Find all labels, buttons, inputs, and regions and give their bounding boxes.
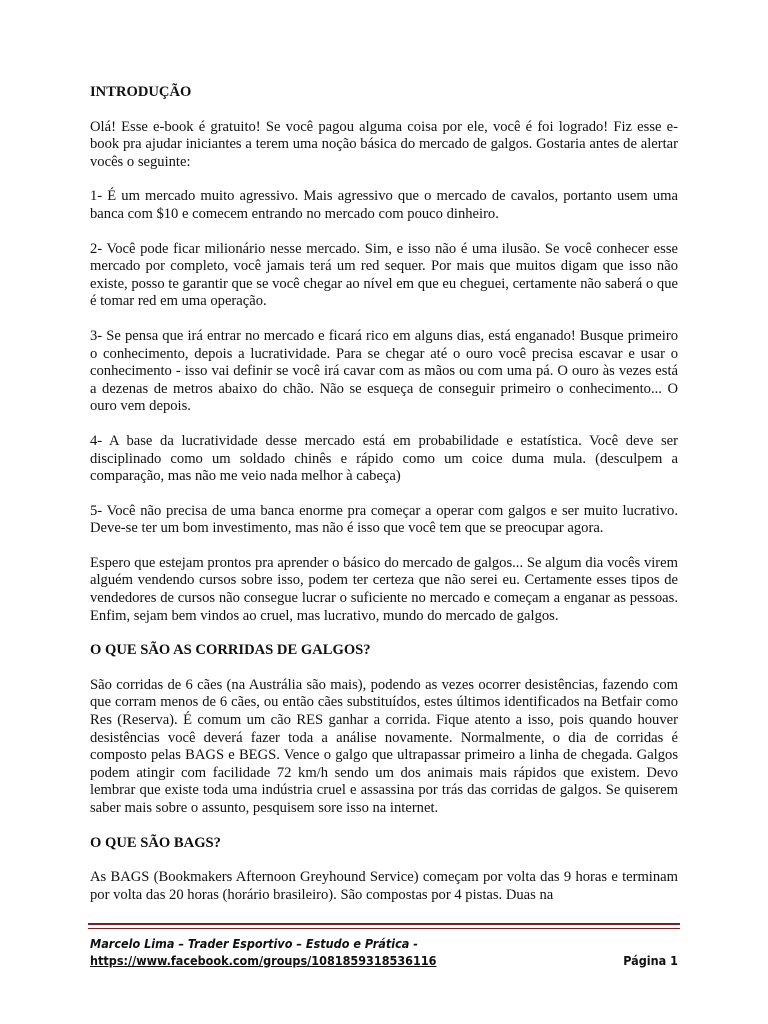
footer-divider-thin bbox=[88, 928, 680, 929]
heading-bags: O QUE SÃO BAGS? bbox=[90, 834, 221, 851]
paragraph-closing: Espero que estejam prontos pra aprender o básico do mercado de galgos... Se algum dia vocês virem alguém vendendo cursos sobre isso, podem ter certeza que não serei eu. Certamente esses tipos de vendedores de cursos não consegue lucrar o suficiente no mercado e começam a enganar as pessoas. Enfim, sejam bem vindos ao cruel, mas lucrativo, mundo do mercado de galgos. bbox=[90, 554, 678, 624]
paragraph-intro: Olá! Esse e-book é gratuito! Se você pagou alguma coisa por ele, você é foi logrado! Fiz esse e-book pra ajudar iniciantes a terem uma noção básica do mercado de galgos. Gostaria antes de alertar vocês o seguinte: bbox=[90, 118, 678, 170]
heading-corridas: O QUE SÃO AS CORRIDAS DE GALGOS? bbox=[90, 642, 371, 659]
paragraph-corridas: São corridas de 6 cães (na Austrália são mais), podendo as vezes ocorrer desistências, fazendo com que corram menos de 6 cães, ou então cães substituídos, estes últimos identificados na Betfair como Res (Reserva). É comum um cão RES ganhar a corrida. Fique atento a isso, pois quando houver desistências você deverá fazer toda a análise novamente. Normalmente, o dia de corridas é composto pelas BAGS e BEGS. Vence o galgo que ultrapassar primeiro a linha de chegada. Galgos podem atingir com facilidade 72 km/h sendo um dos animais mais rápidos que existem. Devo lembrar que existe toda uma indústria cruel e assassina por trás das corridas de galgos. Se quiserem saber mais sobre o assunto, pesquisem sore isso na internet. bbox=[90, 676, 678, 816]
footer-group-link[interactable]: https://www.facebook.com/groups/1081859318536116 bbox=[90, 953, 437, 968]
paragraph-item-5: 5- Você não precisa de uma banca enorme pra começar a operar com galgos e ser muito lucrativo. Deve-se ter um bom investimento, mas não é isso que você tem que se preocupar agora. bbox=[90, 502, 678, 537]
heading-introducao: INTRODUÇÃO bbox=[90, 84, 192, 100]
paragraph-item-2: 2- Você pode ficar milionário nesse mercado. Sim, e isso não é uma ilusão. Se você conhecer esse mercado por completo, você jamais terá um red sequer. Por mais que muitos digam que isso não existe, posso te garantir que se você chegar ao nível em que eu cheguei, certamente não saberá o que é tomar red em uma operação. bbox=[90, 240, 678, 310]
document-body bbox=[90, 84, 678, 904]
page-footer bbox=[90, 935, 678, 969]
paragraph-bags: As BAGS (Bookmakers Afternoon Greyhound Service) começam por volta das 9 horas e terminam por volta das 20 horas (horário brasileiro). São compostas por 4 pistas. Duas na bbox=[90, 869, 678, 903]
page-number: Página 1 bbox=[623, 953, 678, 968]
footer-divider-thick bbox=[88, 923, 680, 925]
paragraph-item-3: 3- Se pensa que irá entrar no mercado e ficará rico em alguns dias, está enganado! Busque primeiro o conhecimento, depois a lucratividade. Para se chegar até o ouro você precisa escavar e usar o conhecimento - isso vai definir se você irá cavar com as mãos ou com uma pá. O ouro às vezes está a dezenas de metros abaixo do chão. Não se esqueça de conseguir primeiro o conhecimento... O ouro vem depois. bbox=[90, 327, 678, 415]
paragraph-item-1: 1- É um mercado muito agressivo. Mais agressivo que o mercado de cavalos, portanto usem uma banca com $10 e comecem entrando no mercado com pouco dinheiro. bbox=[90, 188, 678, 222]
footer-author: Marcelo Lima – Trader Esportivo – Estudo e Prática - bbox=[90, 936, 418, 951]
paragraph-item-4: 4- A base da lucratividade desse mercado está em probabilidade e estatística. Você deve ser disciplinado como um soldado chinês e rápido como um coice duma mula. (desculpem a comparação, mas não me veio nada melhor à cabeça) bbox=[90, 432, 678, 485]
